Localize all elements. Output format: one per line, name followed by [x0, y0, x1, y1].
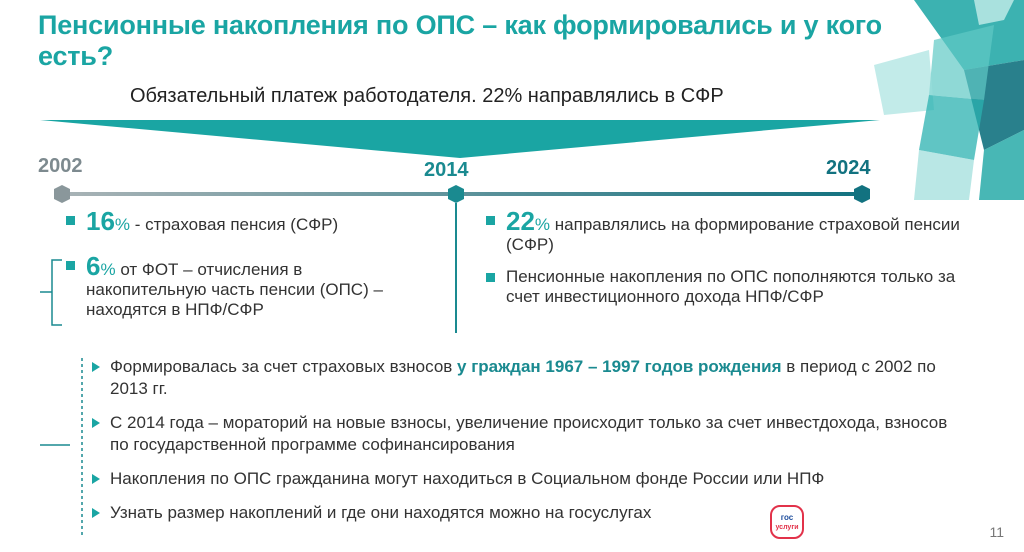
right-column	[486, 206, 966, 319]
list-item	[90, 468, 960, 490]
left-item-savings	[66, 251, 406, 320]
left-bracket	[52, 260, 62, 325]
triangle-bullet-icon	[92, 474, 100, 484]
left-item-value: 16	[86, 206, 115, 236]
page-number: 11	[989, 524, 1004, 540]
svg-text:услуги: услуги	[775, 524, 799, 531]
list-item-text-end: в период с 2002 по 2013 гг.	[110, 357, 936, 398]
left-item-pct: %	[100, 260, 116, 279]
right-item-insurance	[486, 206, 966, 255]
list-item-text: С 2014 года – мораторий на новые взносы, увеличение происходит только за счет инвестдохода, взносов по государственной программе софинансирования	[110, 413, 948, 454]
timeline-marker-2024	[854, 185, 870, 203]
timeline-marker-2002	[54, 185, 70, 203]
list-item-text: Узнать размер накоплений и где они находятся можно на госуслугах	[110, 503, 652, 522]
list-item-text: Формировалась за счет страховых взносов	[110, 357, 458, 376]
arrow-banner	[40, 118, 880, 160]
right-item-text: Пенсионные накопления по ОПС пополняются только за счет инвестиционного дохода НПФ/СФР	[506, 267, 956, 306]
bullet-square-icon	[486, 273, 495, 282]
right-item-value: 22	[506, 206, 535, 236]
slide-subtitle: Обязательный платеж работодателя. 22% направлялись в СФР	[130, 85, 724, 107]
triangle-bullet-icon	[92, 418, 100, 428]
bullet-square-icon	[66, 261, 75, 270]
gosuslugi-logo[interactable]	[768, 503, 806, 541]
right-item-pct: %	[534, 215, 551, 234]
list-item	[90, 502, 960, 524]
list-item	[90, 356, 960, 400]
right-item-investment	[486, 267, 966, 307]
left-item-value: 6	[86, 251, 101, 281]
list-item	[90, 412, 960, 456]
bullet-square-icon	[486, 216, 495, 225]
list-item-highlight: у граждан 1967 – 1997 годов рождения	[457, 357, 782, 376]
slide-title: Пенсионные накопления по ОПС – как формировались и у кого есть?	[38, 10, 882, 71]
left-item-text: от ФОТ – отчисления в накопительную часть пенсии (ОПС) – находятся в НПФ/СФР	[86, 260, 383, 319]
year-2014: 2014	[424, 159, 469, 181]
left-item-text: - страховая пенсия (СФР)	[130, 215, 339, 234]
right-item-text: направлялись на формирование страховой пенсии (СФР)	[506, 215, 960, 254]
year-2002: 2002	[38, 155, 83, 177]
triangle-bullet-icon	[92, 362, 100, 372]
left-item-insurance	[66, 206, 406, 236]
dashed-connector	[80, 358, 84, 538]
timeline-marker-2014	[448, 185, 464, 203]
svg-text:гос: гос	[780, 513, 794, 522]
left-column	[66, 206, 406, 332]
left-item-pct: %	[114, 215, 131, 234]
bullet-square-icon	[66, 216, 75, 225]
list-item-text: Накопления по ОПС гражданина могут находиться в Социальном фонде России или НПФ	[110, 469, 825, 488]
bullet-list	[90, 356, 960, 536]
triangle-bullet-icon	[92, 508, 100, 518]
year-2024: 2024	[826, 157, 871, 179]
